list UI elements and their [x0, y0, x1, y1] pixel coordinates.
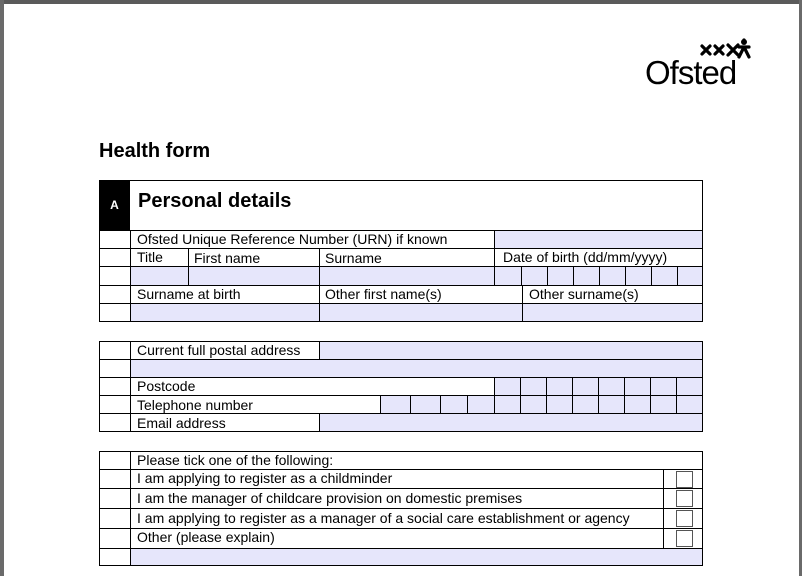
urn-label: Ofsted Unique Reference Number (URN) if known	[137, 231, 448, 247]
telephone-cell-divider	[598, 395, 599, 413]
rule	[99, 508, 703, 509]
section-letter-box: A	[99, 180, 130, 230]
title-label: Title	[137, 249, 163, 265]
dob-digit-divider	[651, 266, 652, 285]
logo-text: Ofsted	[645, 54, 737, 91]
rule	[319, 413, 320, 432]
dob-digit-divider	[677, 266, 678, 285]
form-title: Health form	[99, 140, 211, 162]
rule	[319, 341, 320, 359]
telephone-cell-divider	[520, 395, 521, 413]
rule	[319, 285, 320, 322]
option-childminder-checkbox[interactable]	[676, 471, 693, 488]
rule	[99, 488, 703, 489]
ofsted-logo	[645, 38, 757, 94]
surname-at-birth-label: Surname at birth	[137, 286, 241, 302]
rule	[130, 341, 131, 432]
postcode-cell-divider	[676, 377, 677, 395]
rule	[494, 377, 495, 395]
option-other-label: Other (please explain)	[137, 529, 275, 545]
option-childminder-label: I am applying to register as a childminder	[137, 470, 393, 486]
telephone-cell-divider	[467, 395, 468, 413]
telephone-cell-divider	[624, 395, 625, 413]
tick-instruction: Please tick one of the following:	[137, 452, 334, 468]
rule	[188, 248, 189, 285]
option-domestic-manager-checkbox[interactable]	[676, 490, 693, 507]
section-heading: Personal details	[138, 190, 292, 212]
other-first-names-label: Other first name(s)	[325, 286, 442, 302]
telephone-label: Telephone number	[137, 397, 253, 413]
telephone-cell-divider	[650, 395, 651, 413]
rule	[130, 230, 131, 322]
rule	[380, 395, 381, 413]
rule	[130, 451, 131, 566]
postcode-cell-divider	[598, 377, 599, 395]
rule	[99, 359, 703, 360]
surname-label: Surname	[325, 250, 382, 266]
rule	[494, 248, 495, 285]
dob-digit-divider	[573, 266, 574, 285]
postcode-label: Postcode	[137, 378, 196, 394]
postcode-cell-divider	[624, 377, 625, 395]
telephone-cell-divider	[546, 395, 547, 413]
rule	[522, 285, 523, 322]
rule	[99, 303, 703, 304]
dob-digit-divider	[625, 266, 626, 285]
option-social-care-checkbox[interactable]	[676, 510, 693, 527]
telephone-cell-divider	[440, 395, 441, 413]
window-frame-top	[0, 0, 802, 4]
option-social-care-label: I am applying to register as a manager of a social care establishment or agency	[137, 510, 630, 526]
postcode-cell-divider	[520, 377, 521, 395]
dob-label: Date of birth (dd/mm/yyyy)	[503, 249, 668, 265]
option-other-checkbox[interactable]	[676, 530, 693, 547]
dob-digit-divider	[521, 266, 522, 285]
postcode-cell-divider	[546, 377, 547, 395]
other-surnames-label: Other surname(s)	[529, 286, 639, 302]
dob-digit-divider	[547, 266, 548, 285]
telephone-cell-divider	[572, 395, 573, 413]
postcode-cell-divider	[572, 377, 573, 395]
rule	[319, 248, 320, 285]
postcode-cell-divider	[650, 377, 651, 395]
rule	[494, 230, 495, 248]
telephone-cell-divider	[676, 395, 677, 413]
rule	[99, 266, 703, 267]
first-name-label: First name	[194, 250, 261, 266]
window-frame-left	[0, 0, 4, 576]
email-label: Email address	[137, 415, 226, 431]
option-domestic-manager-label: I am the manager of childcare provision on domestic premises	[137, 490, 523, 506]
telephone-cell-divider	[494, 395, 495, 413]
rule	[99, 395, 703, 396]
telephone-cell-divider	[410, 395, 411, 413]
dob-digit-divider	[599, 266, 600, 285]
rule	[99, 548, 703, 549]
rule	[663, 469, 664, 548]
logo-stars-icon	[699, 38, 755, 60]
postal-address-label: Current full postal address	[137, 342, 301, 358]
